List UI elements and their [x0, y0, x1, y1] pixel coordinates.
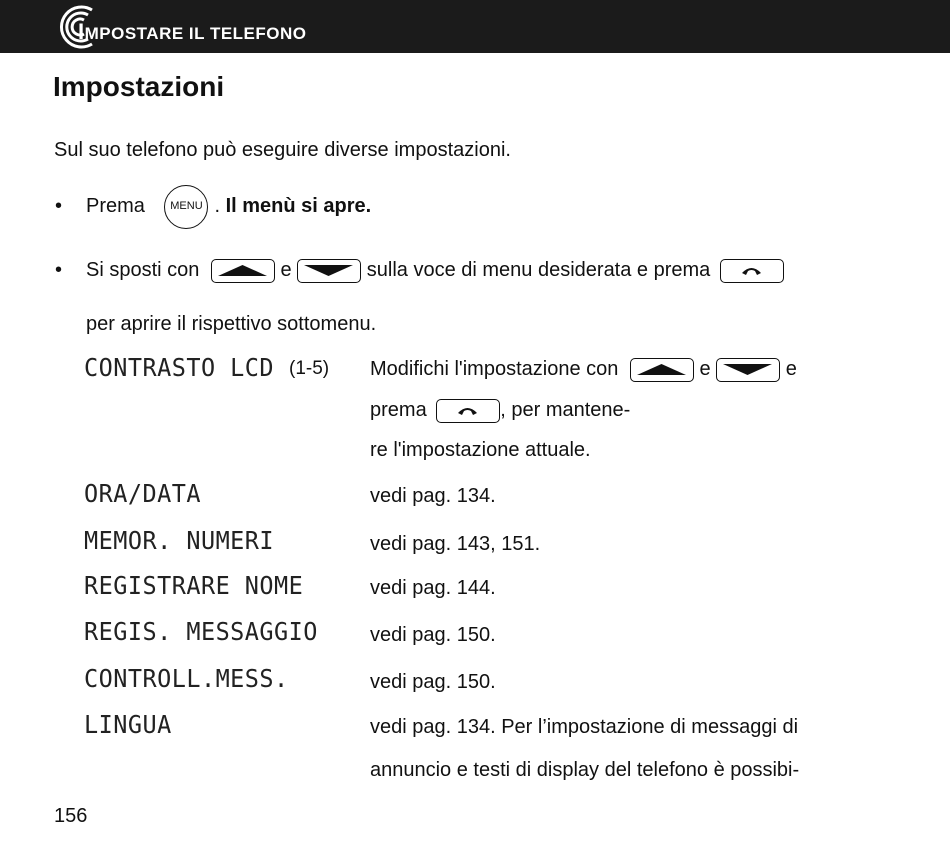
step-1-bold: Il menù si apre	[225, 195, 366, 217]
section-title-initial: I	[78, 19, 85, 44]
menu-item-desc: vedi pag. 144.	[370, 577, 496, 599]
step-1-end: .	[365, 195, 372, 217]
menu-item-contrasto	[84, 353, 286, 383]
menu-item-desc: vedi pag. 150.	[370, 624, 496, 646]
menu-item-desc	[370, 356, 797, 382]
menu-item-desc: vedi pag. 143, 151.	[370, 533, 541, 555]
lcd-range: (1-5)	[289, 358, 330, 379]
desc-text: e	[785, 358, 797, 380]
section-title	[78, 19, 307, 44]
handset-key-icon	[720, 259, 784, 283]
lcd-label: REGIS. MESSAGGIO	[84, 617, 318, 646]
step-2-connector: e	[280, 259, 292, 281]
step-2-text-middle: sulla voce di menu desiderata e prema	[366, 259, 711, 281]
arrow-down-key-icon	[297, 259, 361, 283]
menu-item-desc: re l'impostazione attuale.	[370, 439, 591, 461]
menu-item-desc: annuncio e testi di display del telefono è possibi-	[370, 759, 800, 781]
page-title: Impostazioni	[53, 71, 225, 102]
lcd-label: MEMOR. NUMERI	[84, 526, 275, 555]
lcd-label: LINGUA	[84, 710, 172, 739]
section-title-rest: MPOSTARE IL TELEFONO	[84, 24, 307, 43]
desc-text: Modifichi l'impostazione con	[370, 358, 619, 380]
menu-item-desc	[370, 397, 630, 423]
bullet: •	[55, 259, 63, 281]
arrow-up-key-icon	[630, 358, 694, 382]
menu-item-desc: vedi pag. 134.	[370, 485, 496, 507]
desc-text: prema	[370, 399, 427, 421]
lcd-label: REGISTRARE NOME	[84, 571, 304, 600]
step-1-period: .	[214, 195, 221, 217]
menu-item-desc: vedi pag. 150.	[370, 671, 496, 693]
page-number: 156	[54, 805, 88, 827]
step-2-continuation: per aprire il rispettivo sottomenu.	[86, 313, 377, 335]
intro-text: Sul suo telefono può eseguire diverse impostazioni.	[54, 139, 511, 161]
arrow-down-key-icon	[716, 358, 780, 382]
lcd-label: CONTROLL.MESS.	[84, 664, 289, 693]
bullet: •	[55, 195, 63, 217]
desc-text: , per mantene-	[500, 399, 631, 421]
step-1-text-before: Prema	[86, 195, 145, 217]
handset-key-icon	[436, 399, 500, 423]
lcd-label: CONTRASTO LCD	[84, 353, 275, 382]
menu-key-icon: MENU	[164, 185, 208, 229]
menu-item-desc: vedi pag. 134. Per l’impostazione di messaggi di	[370, 716, 799, 738]
step-1	[86, 184, 371, 229]
lcd-label: ORA/DATA	[84, 479, 201, 508]
step-2	[86, 257, 784, 283]
desc-connector: e	[699, 358, 711, 380]
step-2-text-before: Si sposti con	[86, 259, 200, 281]
arrow-up-key-icon	[211, 259, 275, 283]
